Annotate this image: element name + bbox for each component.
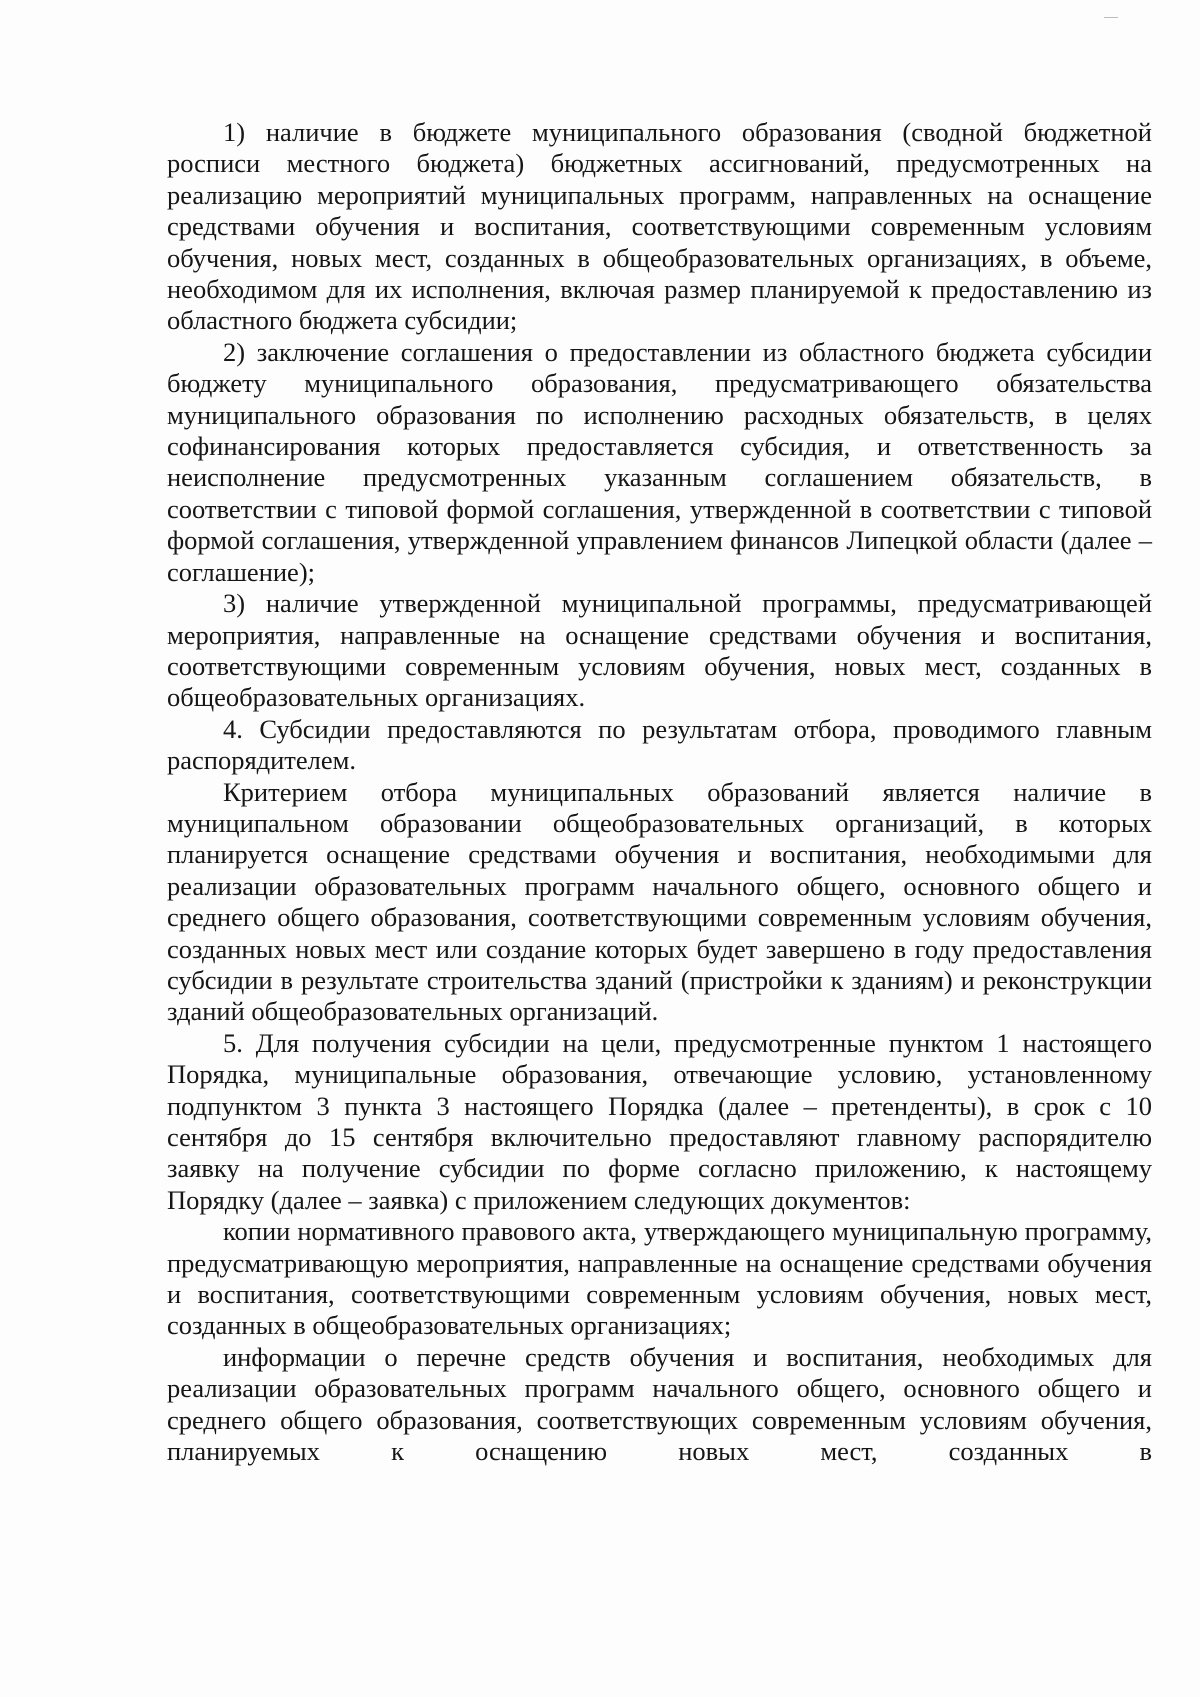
- paragraph-item-2: 2) заключение соглашения о предоставлении из областного бюджета субсидии бюджету муниципального образования, предусматривающего обязательства муниципального образования по исполнению расходных обязательств, в целях софинансирования которых предоставляется субсидия, и ответственность за неисполнение предусмотренных указанным соглашением обязательств, в соответствии с типовой формой соглашения, утвержденной в соответствии с типовой формой соглашения, утвержденной управлением финансов Липецкой области (далее – соглашение);: [167, 336, 1152, 587]
- paragraph-item-3: 3) наличие утвержденной муниципальной программы, предусматривающей мероприятия, направленные на оснащение средствами обучения и воспитания, соответствующими современным условиям обучения, новых мест, созданных в общеобразовательных организациях.: [167, 588, 1152, 713]
- paragraph-selection-criterion: Критерием отбора муниципальных образований является наличие в муниципальном образовании общеобразовательных организаций, в которых планируется оснащение средствами обучения и воспитания, необходимыми для реализации образовательных программ начального общего, основного общего и среднего общего образования, соответствующими современным условиям обучения, созданных новых мест или создание которых будет завершено в году предоставления субсидии в результате строительства зданий (пристройки к зданиям) и реконструкции зданий общеобразовательных организаций.: [167, 776, 1152, 1027]
- paragraph-point-5: 5. Для получения субсидии на цели, предусмотренные пунктом 1 настоящего Порядка, муниципальные образования, отвечающие условию, установленному подпунктом 3 пункта 3 настоящего Порядка (далее – претенденты), в срок с 10 сентября до 15 сентября включительно предоставляют главному распорядителю заявку на получение субсидии по форме согласно приложению, к настоящему Порядку (далее – заявка) с приложением следующих документов:: [167, 1027, 1152, 1215]
- paragraph-item-1: 1) наличие в бюджете муниципального образования (сводной бюджетной росписи местного бюджета) бюджетных ассигнований, предусмотренных на реализацию мероприятий муниципальных программ, направленных на оснащение средствами обучения и воспитания, соответствующими современным условиям обучения, новых мест, созданных в общеобразовательных организациях, в объеме, необходимом для их исполнения, включая размер планируемой к предоставлению из областного бюджета субсидии;: [167, 117, 1152, 336]
- paragraph-document-copies: копии нормативного правового акта, утверждающего муниципальную программу, предусматривающую мероприятия, направленные на оснащение средствами обучения и воспитания, соответствующими современным условиям обучения, новых мест, созданных в общеобразовательных организациях;: [167, 1216, 1152, 1341]
- paragraph-equipment-info: информации о перечне средств обучения и воспитания, необходимых для реализации образовательных программ начального общего, основного общего и среднего общего образования, соответствующих современным условиям обучения, планируемых к оснащению новых мест, созданных в: [167, 1341, 1152, 1467]
- scan-mark: [1104, 17, 1118, 18]
- document-body: [167, 117, 1152, 1467]
- paragraph-point-4: 4. Субсидии предоставляются по результатам отбора, проводимого главным распорядителем.: [167, 713, 1152, 776]
